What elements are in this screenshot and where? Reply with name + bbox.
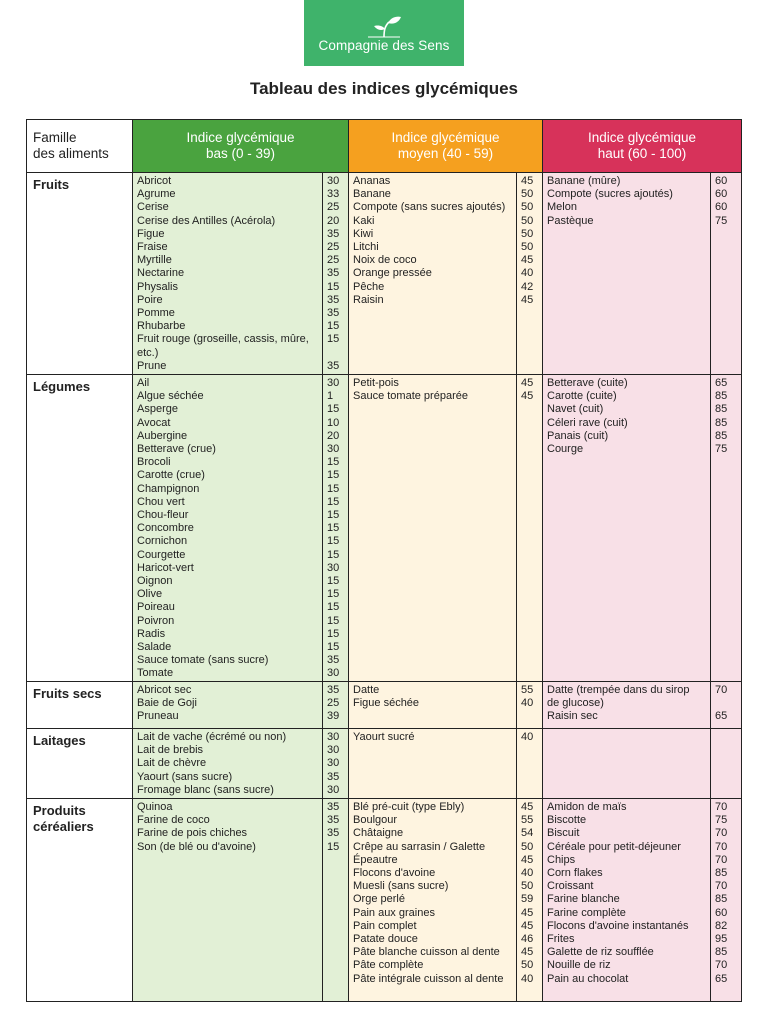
food-item: Sauce tomate préparée <box>353 390 468 403</box>
glycemic-value: 25 <box>327 697 340 710</box>
food-item: Carotte (crue) <box>137 469 205 482</box>
food-item: Carotte (cuite) <box>547 390 617 403</box>
table-row <box>27 729 742 799</box>
food-item: Lait de vache (écrémé ou non) <box>137 731 287 743</box>
food-item: Pâte intégrale cuisson al dente <box>353 972 504 985</box>
food-item: Aubergine <box>137 429 188 442</box>
food-item: Crêpe au sarrasin / Galette <box>353 840 486 853</box>
family-cell <box>27 799 133 1002</box>
glycemic-value: 35 <box>327 814 340 827</box>
food-item: Avocat <box>137 416 171 429</box>
glycemic-value: 35 <box>327 654 340 667</box>
glycemic-value: 54 <box>521 827 534 840</box>
glycemic-value: 50 <box>521 241 534 254</box>
glycemic-value: 15 <box>327 840 340 853</box>
glycemic-value: 50 <box>521 227 534 240</box>
page-title: Tableau des indices glycémiques <box>249 79 518 98</box>
food-item: Noix de coco <box>353 254 417 267</box>
low-items-cell <box>133 173 323 375</box>
food-item: Lait de chèvre <box>137 757 207 770</box>
family-cell <box>27 173 133 375</box>
glycemic-value: 30 <box>327 757 340 770</box>
high-values-cell <box>711 729 742 799</box>
food-item: Poire <box>137 293 163 306</box>
glycemic-value: 95 <box>715 933 728 946</box>
glycemic-value: 75 <box>715 814 728 827</box>
glycemic-value: 15 <box>327 469 340 482</box>
food-item: Yaourt (sans sucre) <box>137 770 233 783</box>
food-item: Farine de pois chiches <box>137 827 248 840</box>
food-item: Sauce tomate (sans sucre) <box>137 654 269 667</box>
food-item: Pain aux graines <box>353 906 435 919</box>
food-item: Concombre <box>137 522 194 535</box>
food-item: Blé pré-cuit (type Ebly) <box>353 801 465 813</box>
food-item: Datte (trempée dans du sirop <box>547 684 690 696</box>
food-item: Pêche <box>353 280 385 293</box>
logo-text: Compagnie des Sens <box>318 38 450 53</box>
glycemic-value: 75 <box>715 214 728 227</box>
high-items-cell <box>543 375 711 682</box>
brand-logo <box>304 0 464 66</box>
glycemic-value: 70 <box>715 880 728 893</box>
header-low-line: bas (0 - 39) <box>205 146 276 161</box>
food-item: Flocons d'avoine <box>353 867 436 880</box>
glycemic-value: 82 <box>715 919 728 932</box>
food-item: Figue <box>137 227 165 240</box>
glycemic-value: 30 <box>327 561 340 574</box>
header-high-line: Indice glycémique <box>587 130 697 145</box>
food-item: Yaourt sucré <box>353 731 415 743</box>
medium-values-cell <box>517 375 543 682</box>
food-item: Champignon <box>137 482 200 495</box>
food-item: Kaki <box>353 214 375 227</box>
glycemic-value: 15 <box>327 280 340 293</box>
glycemic-value: 40 <box>521 731 534 743</box>
glycemic-value: 15 <box>327 456 340 469</box>
glycemic-value: 35 <box>327 684 340 696</box>
glycemic-value: 35 <box>327 801 340 813</box>
food-item: Orge perlé <box>353 893 405 906</box>
food-item: Cornichon <box>137 535 188 548</box>
glycemic-value: 30 <box>327 783 340 796</box>
glycemic-value: 35 <box>327 827 340 840</box>
glycemic-value: 65 <box>715 710 728 723</box>
glycemic-value: 25 <box>327 241 340 254</box>
glycemic-value: 75 <box>715 443 728 456</box>
table-row <box>27 682 742 729</box>
glycemic-value: 45 <box>521 906 534 919</box>
family-cell <box>27 375 133 682</box>
food-item: Agrume <box>137 188 176 201</box>
glycemic-value: 60 <box>715 906 728 919</box>
glycemic-value: 65 <box>715 972 728 985</box>
glycemic-value: 25 <box>327 254 340 267</box>
high-items-cell <box>543 173 711 375</box>
glycemic-value: 15 <box>327 482 340 495</box>
glycemic-value: 70 <box>715 827 728 840</box>
glycemic-value: 35 <box>327 293 340 306</box>
glycemic-value: 85 <box>715 416 728 429</box>
food-item: Brocoli <box>137 456 171 469</box>
food-item: Fromage blanc (sans sucre) <box>137 783 274 796</box>
food-item: Banane (mûre) <box>547 175 621 187</box>
food-item: Ail <box>137 377 150 389</box>
low-items-cell <box>133 729 323 799</box>
glycemic-value <box>327 347 348 360</box>
glycemic-value: 45 <box>521 175 534 187</box>
food-item: Pain complet <box>353 919 417 932</box>
glycemic-value: 60 <box>715 188 728 201</box>
family-label: Fruits secs <box>33 686 102 701</box>
family-label: Laitages <box>33 733 86 748</box>
food-item: Petit-pois <box>353 377 399 389</box>
glycemic-value: 70 <box>715 684 728 696</box>
food-item: etc.) <box>137 346 159 359</box>
food-item: Melon <box>547 201 577 214</box>
food-item: Pomme <box>137 307 175 320</box>
glycemic-value: 15 <box>327 509 340 522</box>
food-item: Chou-fleur <box>137 509 189 522</box>
food-item: Baie de Goji <box>137 697 197 710</box>
high-items-cell <box>543 799 711 1002</box>
food-item: Chou vert <box>137 495 185 508</box>
food-item: Radis <box>137 627 166 640</box>
food-item: de glucose) <box>547 697 604 710</box>
food-item: Courge <box>547 443 584 456</box>
glycemic-value: 15 <box>327 522 340 535</box>
glycemic-value: 30 <box>327 377 340 389</box>
high-values-cell <box>711 682 742 729</box>
sprout-icon <box>364 16 404 38</box>
header-family-line: des aliments <box>33 146 109 161</box>
food-item: Farine complète <box>547 906 626 919</box>
glycemic-value: 85 <box>715 893 728 906</box>
table-row <box>27 173 742 375</box>
low-values-cell <box>323 173 349 375</box>
glycemic-value: 45 <box>521 946 534 959</box>
glycemic-value: 60 <box>715 201 728 214</box>
glycemic-value: 85 <box>715 390 728 403</box>
food-item: Galette de riz soufflée <box>547 946 654 959</box>
food-item: Pruneau <box>137 710 179 723</box>
food-item: Kiwi <box>353 227 374 240</box>
food-item: Myrtille <box>137 254 172 267</box>
high-values-cell <box>711 375 742 682</box>
glycemic-value: 15 <box>327 614 340 627</box>
glycemic-value: 50 <box>521 880 534 893</box>
glycemic-value: 20 <box>327 214 340 227</box>
food-item: Patate douce <box>353 933 418 946</box>
food-item: Nouille de riz <box>547 959 611 972</box>
glycemic-value: 15 <box>327 601 340 614</box>
glycemic-value: 85 <box>715 867 728 880</box>
food-item: Prune <box>137 359 167 372</box>
food-item: Abricot sec <box>137 684 192 696</box>
glycemic-value: 65 <box>715 377 728 389</box>
food-item: Biscotte <box>547 814 587 827</box>
glycemic-value: 33 <box>327 188 340 201</box>
header-high-line: haut (60 - 100) <box>597 146 687 161</box>
food-item: Épeautre <box>353 853 398 866</box>
glycemic-value: 45 <box>521 853 534 866</box>
glycemic-value: 85 <box>715 403 728 416</box>
food-item: Algue séchée <box>137 390 204 403</box>
glycemic-value: 25 <box>327 201 340 214</box>
glycemic-value: 85 <box>715 429 728 442</box>
family-cell <box>27 682 133 729</box>
glycemic-value: 15 <box>327 403 340 416</box>
low-values-cell <box>323 682 349 729</box>
glycemic-value: 15 <box>327 575 340 588</box>
food-item: Farine blanche <box>547 893 620 906</box>
food-item: Farine de coco <box>137 814 210 827</box>
glycemic-value: 35 <box>327 227 340 240</box>
medium-items-cell <box>349 799 517 1002</box>
glycemic-value: 59 <box>521 893 534 906</box>
glycemic-value: 30 <box>327 667 340 680</box>
food-item: Pain au chocolat <box>547 972 629 985</box>
glycemic-value: 35 <box>327 267 340 280</box>
food-item: Quinoa <box>137 801 173 813</box>
glycemic-value: 50 <box>521 840 534 853</box>
glycemic-value: 35 <box>327 770 340 783</box>
food-item: Physalis <box>137 280 178 293</box>
header-high-index <box>543 120 742 173</box>
food-item: Poivron <box>137 614 175 627</box>
food-item: Amidon de maïs <box>547 801 627 813</box>
glycemic-value: 15 <box>327 495 340 508</box>
glycemic-value: 15 <box>327 588 340 601</box>
food-item: Fraise <box>137 241 168 254</box>
glycemic-value <box>715 697 741 710</box>
header-low-line: Indice glycémique <box>186 130 295 145</box>
table-header-row <box>27 120 742 173</box>
medium-items-cell <box>349 682 517 729</box>
glycemic-value: 40 <box>521 867 534 880</box>
food-item: Croissant <box>547 880 594 893</box>
food-item: Oignon <box>137 575 173 588</box>
table-row <box>27 799 742 1002</box>
food-item: Courgette <box>137 548 186 561</box>
glycemic-value: 55 <box>521 814 534 827</box>
food-item: Raisin <box>353 293 384 306</box>
high-items-cell <box>543 729 711 799</box>
food-item: Fruit rouge (groseille, cassis, mûre, <box>137 333 309 346</box>
table-row <box>27 375 742 682</box>
food-item: Pâte blanche cuisson al dente <box>353 946 500 959</box>
glycemic-value: 45 <box>521 293 534 306</box>
food-item: Panais (cuit) <box>547 429 609 442</box>
glycemic-value: 10 <box>327 416 340 429</box>
food-item: Betterave (crue) <box>137 443 216 456</box>
food-item: Flocons d'avoine instantanés <box>547 919 689 932</box>
food-item: Asperge <box>137 403 178 416</box>
medium-values-cell <box>517 729 543 799</box>
food-item: Biscuit <box>547 827 580 840</box>
medium-values-cell <box>517 682 543 729</box>
glycemic-value: 45 <box>521 390 534 403</box>
glycemic-value: 15 <box>327 641 340 654</box>
medium-values-cell <box>517 173 543 375</box>
glycemic-value: 70 <box>715 853 728 866</box>
medium-values-cell <box>517 799 543 1002</box>
family-label: Produits <box>33 803 86 818</box>
glycemic-value: 55 <box>521 684 534 696</box>
glycemic-value: 39 <box>327 710 340 723</box>
food-item: Son (de blé ou d'avoine) <box>137 840 256 853</box>
food-item: Compote (sucres ajoutés) <box>547 188 673 201</box>
glycemic-value: 42 <box>521 280 534 293</box>
high-items-cell <box>543 682 711 729</box>
low-values-cell <box>323 799 349 1002</box>
low-values-cell <box>323 375 349 682</box>
high-values-cell <box>711 799 742 1002</box>
food-item: Compote (sans sucres ajoutés) <box>353 201 506 214</box>
food-item: Frites <box>547 933 575 946</box>
food-item: Tomate <box>137 667 174 680</box>
glycemic-value: 15 <box>327 548 340 561</box>
food-item: Ananas <box>353 175 391 187</box>
food-item: Boulgour <box>353 814 398 827</box>
glycemic-value: 85 <box>715 946 728 959</box>
header-medium-index <box>349 120 543 173</box>
glycemic-value: 70 <box>715 801 728 813</box>
food-item: Olive <box>137 588 163 601</box>
food-item: Cerise des Antilles (Acérola) <box>137 214 276 227</box>
food-item: Muesli (sans sucre) <box>353 880 449 893</box>
food-item: Châtaigne <box>353 827 404 840</box>
food-item: Céréale pour petit-déjeuner <box>547 840 681 853</box>
header-low-index <box>133 120 349 173</box>
glycemic-value: 15 <box>327 333 340 346</box>
food-item: Poireau <box>137 601 175 614</box>
glycemic-value: 40 <box>521 697 534 710</box>
glycemic-value: 50 <box>521 201 534 214</box>
glycemic-value: 46 <box>521 933 534 946</box>
food-item: Banane <box>353 188 391 201</box>
food-item: Datte <box>353 684 380 696</box>
food-item: Abricot <box>137 175 172 187</box>
header-medium-line: Indice glycémique <box>391 130 500 145</box>
food-item: Rhubarbe <box>137 320 186 333</box>
food-item: Orange pressée <box>353 267 432 280</box>
food-item: Cerise <box>137 201 169 214</box>
glycemic-value: 60 <box>715 175 728 187</box>
food-item: Pastèque <box>547 214 594 227</box>
food-item: Figue séchée <box>353 697 420 710</box>
glycemic-value: 40 <box>521 267 534 280</box>
low-items-cell <box>133 799 323 1002</box>
glycemic-value: 15 <box>327 627 340 640</box>
food-item: Corn flakes <box>547 867 603 880</box>
glycemic-value: 30 <box>327 731 340 743</box>
family-label: céréaliers <box>33 819 94 834</box>
header-family <box>27 120 133 173</box>
glycemic-value: 70 <box>715 840 728 853</box>
low-values-cell <box>323 729 349 799</box>
food-item: Lait de brebis <box>137 744 204 757</box>
glycemic-value: 30 <box>327 744 340 757</box>
low-items-cell <box>133 375 323 682</box>
glycemic-value: 35 <box>327 307 340 320</box>
glycemic-value: 70 <box>715 959 728 972</box>
food-item: Chips <box>547 853 576 866</box>
medium-items-cell <box>349 375 517 682</box>
glycemic-value: 50 <box>521 188 534 201</box>
family-cell <box>27 729 133 799</box>
food-item: Haricot-vert <box>137 561 194 574</box>
glycemic-value: 20 <box>327 429 340 442</box>
glycemic-value: 15 <box>327 535 340 548</box>
low-items-cell <box>133 682 323 729</box>
food-item: Litchi <box>353 241 379 254</box>
glycemic-value: 45 <box>521 377 534 389</box>
food-item: Céleri rave (cuit) <box>547 416 628 429</box>
glycemic-value: 50 <box>521 959 534 972</box>
glycemic-value: 45 <box>521 919 534 932</box>
glycemic-index-table <box>26 119 742 1002</box>
glycemic-value: 50 <box>521 214 534 227</box>
glycemic-value: 1 <box>327 390 334 403</box>
food-item: Pâte complète <box>353 959 424 972</box>
header-family-line: Famille <box>33 130 77 145</box>
food-item: Nectarine <box>137 267 185 280</box>
food-item: Betterave (cuite) <box>547 377 628 389</box>
family-label: Fruits <box>33 177 70 192</box>
medium-items-cell <box>349 729 517 799</box>
glycemic-value: 45 <box>521 254 534 267</box>
glycemic-value: 40 <box>521 972 534 985</box>
family-label: Légumes <box>33 379 91 394</box>
glycemic-value: 15 <box>327 320 340 333</box>
food-item: Navet (cuit) <box>547 403 604 416</box>
food-item: Raisin sec <box>547 710 598 723</box>
glycemic-value: 30 <box>327 443 340 456</box>
glycemic-value: 30 <box>327 175 340 187</box>
header-medium-line: moyen (40 - 59) <box>397 146 494 161</box>
high-values-cell <box>711 173 742 375</box>
food-item: Salade <box>137 641 172 654</box>
glycemic-value: 35 <box>327 359 340 372</box>
medium-items-cell <box>349 173 517 375</box>
glycemic-value: 45 <box>521 801 534 813</box>
